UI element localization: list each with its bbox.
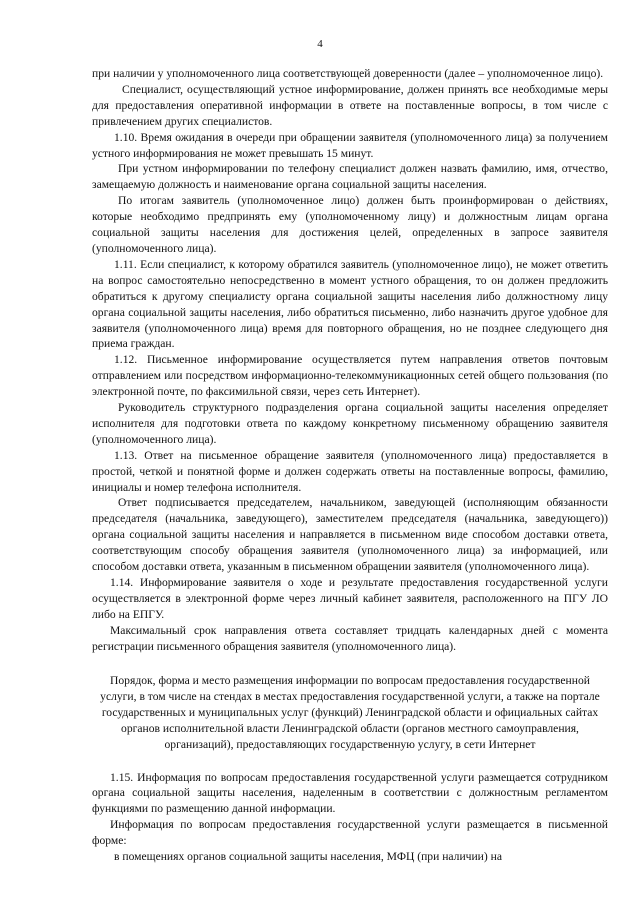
paragraph: Ответ подписывается председателем, начальником, заведующей (исполняющим обязанности председателя (начальника, заведующего), заместителем председателя (начальника, заведующего)) органа социальной защиты населения и направляется в письменном виде способом доставки ответа, соответствующим способу обращения заявителя (уполномоченного лица) за информацией, или способом доставки ответа, указанным в письменном обращении заявителя (уполномоченного лица). (92, 496, 608, 574)
paragraph: при наличии у уполномоченного лица соответствующей доверенности (далее – уполномоченное лицо). (92, 67, 604, 80)
paragraph: По итогам заявитель (уполномоченное лицо) должен быть проинформирован о действиях, которые необходимо предпринять ему (уполномоченному лицу) и должностным лицам органа социальной защиты населения для достижения целей, определенных в запросе заявителя (уполномоченного лица). (92, 194, 608, 255)
section-heading: Порядок, форма и место размещения информации по вопросам предоставления государственной услуги, в том числе на стендах в местах предоставления государственной услуги, а также на портале государственных и муниципальных услуг (функций) Ленинградской области и официальных сайтах органов исполнительной власти Ленинградской области (органов местного самоуправления, организаций), предоставляющих государственную услугу, в сети Интернет (100, 673, 600, 751)
paragraph: Руководитель структурного подразделения органа социальной защиты населения определяет исполнителя для подготовки ответа по каждому конкретному письменному обращению заявителя (уполномоченного лица). (92, 401, 608, 446)
page-number: 4 (317, 38, 323, 50)
paragraph: Специалист, осуществляющий устное информирование, должен принять все необходимые меры для предоставления оперативной информации в ответе на поставленные вопросы, в том числе с привлечением других специалистов. (92, 82, 608, 128)
list-item: в помещениях органов социальной защиты населения, МФЦ (при наличии) на (114, 850, 502, 864)
paragraph: 1.12. Письменное информирование осуществляется путем направления ответов почтовым отправлением или посредством информационно-телекоммуникационных сетей общего пользования (по электронной почте, по факсимильной связи, через сеть Интернет). (92, 353, 608, 399)
paragraph: 1.14. Информирование заявителя о ходе и результате предоставления государственной услуги осуществляется в электронной форме через личный кабинет заявителя, расположенного на ПГУ ЛО либо на ЕПГУ. (92, 576, 608, 621)
paragraph: Максимальный срок направления ответа составляет тридцать календарных дней с момента регистрации письменного обращения заявителя (уполномоченного лица). (92, 623, 608, 653)
paragraph: 1.10. Время ожидания в очереди при обращении заявителя (уполномоченного лица) за получением устного информирования не может превышать 15 минут. (92, 130, 608, 160)
paragraph: 1.11. Если специалист, к которому обратился заявитель (уполномоченное лицо), не может ответить на вопрос самостоятельно непосредственно в момент устного обращения, то он должен предложить обратиться к другому специалисту органа социальной защиты населения либо должностному лицу органа социальной защиты населения, либо обратиться письменно, либо назначить другое удобное для заявителя (уполномоченного лица) время для повторного обращения, но не позднее следующего дня приема граждан. (92, 257, 608, 351)
paragraph: Информация по вопросам предоставления государственной услуги размещается в письменной форме: (92, 818, 608, 848)
paragraph: 1.15. Информация по вопросам предоставления государственной услуги размещается сотрудником органа социальной защиты населения, наделенным в соответствии с должностным регламентом функциями по размещению данной информации. (92, 770, 608, 816)
paragraph: При устном информировании по телефону специалист должен назвать фамилию, имя, отчество, замещаемую должность и наименование органа социальной защиты населения. (92, 162, 608, 192)
document-body (92, 66, 608, 865)
paragraph: 1.13. Ответ на письменное обращение заявителя (уполномоченного лица) предоставляется в простой, четкой и понятной форме и должен содержать ответы на поставленные вопросы, фамилию, инициалы и номер телефона исполнителя. (92, 448, 608, 494)
